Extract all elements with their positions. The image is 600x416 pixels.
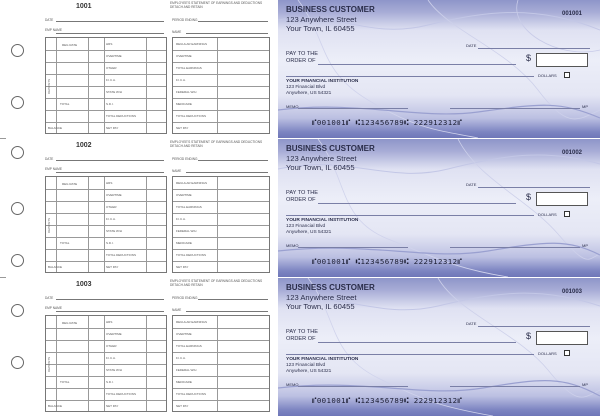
total-label: TOTAL [60,241,70,245]
balance-label: BALANCE [48,404,63,408]
pay-to-label: PAY TO THE [286,329,319,335]
name-label: NAME [172,169,182,173]
period-label: PERIOD ENDING [172,296,198,300]
dollars-label: DOLLARS [538,73,557,78]
perforation-mark [0,277,6,278]
payee-line[interactable] [318,64,516,65]
business-address-1: 123 Anywhere Street [286,154,357,163]
deductions-grid [172,37,270,134]
mp-label: MP [582,382,588,387]
total-earnings-label: TOTAL EARNINGS [176,205,202,209]
net-pay-label: NET PAY [106,404,119,408]
name-line[interactable] [186,172,268,173]
name-label: NAME [172,308,182,312]
net-pay-label: NET PAY [106,265,119,269]
binder-margin [0,0,38,416]
hours-label: HRS [106,181,113,185]
memo-label: MEMO [286,104,299,109]
regular-earnings-label: REGULAR EARNINGS [176,181,208,185]
amount-box[interactable] [536,192,588,206]
net-pay-label: NET PAY [176,126,189,130]
payee-line[interactable] [318,203,516,204]
total-deductions-label: TOTAL DEDUCTIONS [106,114,136,118]
business-address-1: 123 Anywhere Street [286,15,357,24]
period-label: PERIOD ENDING [172,157,198,161]
deductions-grid [172,176,270,273]
net-pay-label: NET PAY [176,404,189,408]
state-label: STATE W/H [106,90,122,94]
earnings-grid [45,37,167,134]
medicare-label: MEDICARE [176,380,192,384]
sdi-label: S.D.I. [106,241,114,245]
overtime-label: OVERTIME [106,193,122,197]
bank-address-2: Anywhere, US 54321 [286,369,332,374]
other-label: OTHER [106,205,117,209]
binder-hole [11,356,24,369]
binder-hole [11,96,24,109]
deductions-grid [172,315,270,412]
emp-line[interactable] [56,311,164,312]
period-label: PERIOD ENDING [172,18,198,22]
signature-line[interactable] [450,247,580,248]
date-label: DATE [466,321,477,326]
security-lock-icon [564,211,570,217]
business-address-1: 123 Anywhere Street [286,293,357,302]
bank-name: YOUR FINANCIAL INSTITUTION [286,357,359,362]
state-label: STATE W/H [106,229,122,233]
bank-address-1: 123 Financial Blvd [286,224,326,229]
emp-label: EMP NAME [45,306,62,310]
earnings-grid [45,315,167,412]
emp-label: EMP NAME [45,167,62,171]
order-of-label: ORDER OF [286,58,316,64]
medicare-label: MEDICARE [176,241,192,245]
hours-label: HRS [106,320,113,324]
date-line[interactable] [56,160,164,161]
date-line[interactable] [56,21,164,22]
memo-line[interactable] [298,108,408,109]
binder-hole [11,254,24,267]
stub-number: 1001 [76,3,92,10]
regular-earnings-label: REGULAR EARNINGS [176,320,208,324]
earnings-stub [38,0,270,138]
fica-label: F.I.C.A. [106,78,116,82]
rate-label: REG RATE [62,321,78,325]
total-deductions-label: TOTAL DEDUCTIONS [176,114,206,118]
sdi-label: S.D.I. [106,102,114,106]
hours-label: HRS [106,42,113,46]
net-pay-label: NET PAY [106,126,119,130]
stub-number: 1003 [76,281,92,288]
date-line[interactable] [478,48,590,49]
total-deductions-label: TOTAL DEDUCTIONS [176,253,206,257]
emp-line[interactable] [56,33,164,34]
stub-header: EMPLOYEE'S STATEMENT OF EARNINGS AND DEDUCTIONS DETACH AND RETAIN [170,279,263,287]
total-deductions-label: TOTAL DEDUCTIONS [106,253,136,257]
memo-line[interactable] [298,247,408,248]
amount-words-line[interactable] [286,354,534,355]
payee-line[interactable] [318,342,516,343]
binder-hole [11,146,24,159]
dollars-label: DOLLARS [538,351,557,356]
earnings-grid [45,176,167,273]
pay-to-label: PAY TO THE [286,51,319,57]
deposits-label: DEPOSITS [47,217,51,233]
rate-label: REG RATE [62,182,78,186]
amount-words-line[interactable] [286,76,534,77]
fica-label: F.I.C.A. [106,356,116,360]
earnings-stub [38,139,270,277]
deposits-label: DEPOSITS [47,78,51,94]
federal-label: FEDERAL W/H [176,368,197,372]
bank-address-2: Anywhere, US 54321 [286,91,332,96]
order-of-label: ORDER OF [286,336,316,342]
period-line[interactable] [198,299,268,300]
fica-label: F.I.C.A. [176,217,186,221]
business-address-2: Your Town, IL 60455 [286,302,355,311]
security-lock-icon [564,350,570,356]
check-panel [278,0,600,138]
fica-label: F.I.C.A. [106,217,116,221]
period-line[interactable] [198,21,268,22]
dollar-sign: $ [526,331,532,341]
stub-header: EMPLOYEE'S STATEMENT OF EARNINGS AND DEDUCTIONS DETACH AND RETAIN [170,140,263,148]
total-label: TOTAL [60,380,70,384]
date-label: DATE [466,182,477,187]
business-name: BUSINESS CUSTOMER [286,5,375,14]
name-line[interactable] [186,33,268,34]
mp-label: MP [582,104,588,109]
date-line[interactable] [56,299,164,300]
pay-to-label: PAY TO THE [286,190,319,196]
binder-hole [11,202,24,215]
bank-address-1: 123 Financial Blvd [286,363,326,368]
medicare-label: MEDICARE [176,102,192,106]
federal-label: FEDERAL W/H [176,229,197,233]
micr-line: ⑈001001⑈ ⑆123456789⑆ 222912312⑈ [312,257,463,266]
signature-line[interactable] [450,108,580,109]
check-number: 001003 [562,289,583,295]
total-earnings-label: TOTAL EARNINGS [176,344,202,348]
name-label: NAME [172,30,182,34]
memo-label: MEMO [286,243,299,248]
check-panel [278,139,600,277]
fica-label: F.I.C.A. [176,78,186,82]
dollar-sign: $ [526,192,532,202]
check-number: 001001 [562,11,583,17]
overtime-label: OVERTIME [176,54,192,58]
period-line[interactable] [198,160,268,161]
federal-label: FEDERAL W/H [176,90,197,94]
bank-address-1: 123 Financial Blvd [286,85,326,90]
dollar-sign: $ [526,53,532,63]
amount-box[interactable] [536,53,588,67]
sdi-label: S.D.I. [106,380,114,384]
balance-label: BALANCE [48,265,63,269]
amount-box[interactable] [536,331,588,345]
date-label: DATE [466,43,477,48]
overtime-label: OVERTIME [106,54,122,58]
business-address-2: Your Town, IL 60455 [286,24,355,33]
security-lock-icon [564,72,570,78]
mp-label: MP [582,243,588,248]
micr-line: ⑈001001⑈ ⑆123456789⑆ 222912312⑈ [312,396,463,405]
date-line[interactable] [478,187,590,188]
date-line[interactable] [478,326,590,327]
date-label: DATE [45,18,54,22]
date-label: DATE [45,157,54,161]
dollars-label: DOLLARS [538,212,557,217]
other-label: OTHER [106,344,117,348]
rate-label: REG RATE [62,43,78,47]
memo-line[interactable] [298,386,408,387]
amount-words-line[interactable] [286,215,534,216]
net-pay-label: NET PAY [176,265,189,269]
overtime-label: OVERTIME [176,193,192,197]
overtime-label: OVERTIME [106,332,122,336]
emp-line[interactable] [56,172,164,173]
bank-name: YOUR FINANCIAL INSTITUTION [286,79,359,84]
check-panel [278,278,600,416]
binder-hole [11,44,24,57]
memo-label: MEMO [286,382,299,387]
emp-label: EMP NAME [45,28,62,32]
stub-number: 1002 [76,142,92,149]
other-label: OTHER [106,66,117,70]
order-of-label: ORDER OF [286,197,316,203]
binder-hole [11,304,24,317]
deposits-label: DEPOSITS [47,356,51,372]
business-name: BUSINESS CUSTOMER [286,283,375,292]
business-name: BUSINESS CUSTOMER [286,144,375,153]
bank-name: YOUR FINANCIAL INSTITUTION [286,218,359,223]
total-deductions-label: TOTAL DEDUCTIONS [106,392,136,396]
fica-label: F.I.C.A. [176,356,186,360]
stub-header: EMPLOYEE'S STATEMENT OF EARNINGS AND DEDUCTIONS DETACH AND RETAIN [170,1,263,9]
check-number: 001002 [562,150,583,156]
business-address-2: Your Town, IL 60455 [286,163,355,172]
micr-line: ⑈001001⑈ ⑆123456789⑆ 222912312⑈ [312,118,463,127]
regular-earnings-label: REGULAR EARNINGS [176,42,208,46]
balance-label: BALANCE [48,126,63,130]
perforation-mark [0,138,6,139]
total-deductions-label: TOTAL DEDUCTIONS [176,392,206,396]
bank-address-2: Anywhere, US 54321 [286,230,332,235]
earnings-stub [38,278,270,416]
state-label: STATE W/H [106,368,122,372]
total-earnings-label: TOTAL EARNINGS [176,66,202,70]
signature-line[interactable] [450,386,580,387]
total-label: TOTAL [60,102,70,106]
name-line[interactable] [186,311,268,312]
date-label: DATE [45,296,54,300]
overtime-label: OVERTIME [176,332,192,336]
